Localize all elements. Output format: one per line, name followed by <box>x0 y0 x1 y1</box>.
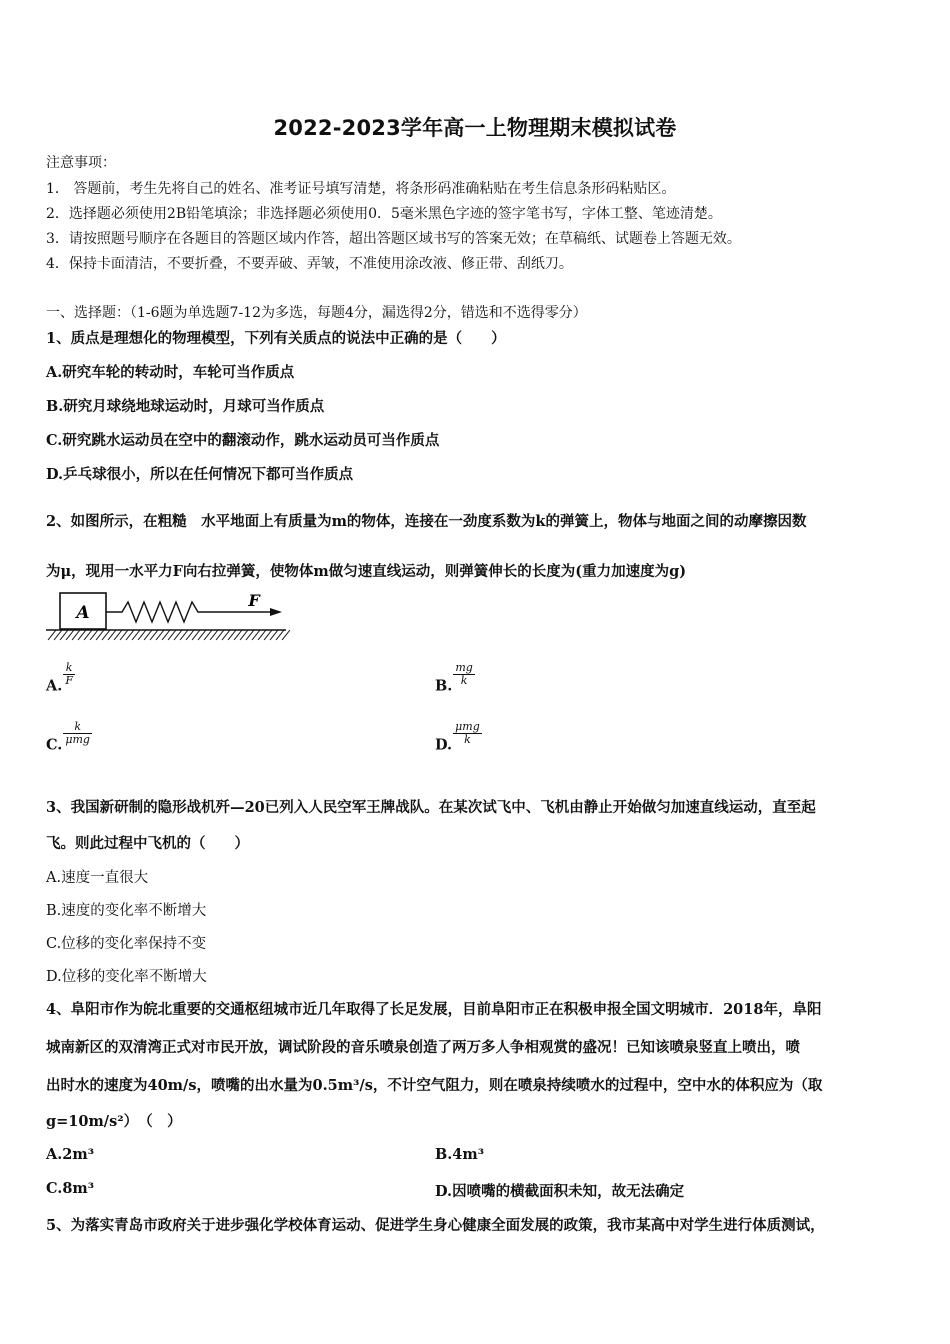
question-1-stem: 1、质点是理想化的物理模型，下列有关质点的说法中正确的是（ ） <box>46 330 506 347</box>
question-2-option-b <box>435 661 475 699</box>
question-4-stem-line: 城南新区的双清湾正式对市民开放，调试阶段的音乐喷泉创造了两万多人争相观赏的盛况！已知该喷泉竖直上喷出，喷 <box>46 1039 800 1056</box>
block-label: A <box>76 603 90 623</box>
question-4-stem-line: g=10m/s²） （ ） <box>46 1113 182 1130</box>
question-1-option: C.研究跳水运动员在空中的翻滚动作，跳水运动员可当作质点 <box>46 432 440 449</box>
question-2-option-a <box>46 661 75 699</box>
numerator: k <box>63 721 92 734</box>
question-2-option-d <box>435 720 482 758</box>
question-1-option: D.乒乓球很小，所以在任何情况下都可当作质点 <box>46 466 354 483</box>
ground-hatching <box>48 630 290 640</box>
section-heading: 一、选择题：（1-6题为单选题7-12为多选，每题4分，漏选得2分，错选和不选得零分） <box>46 305 587 321</box>
numerator: mg <box>455 661 473 674</box>
fraction <box>453 721 482 746</box>
option-label: C. <box>46 736 63 754</box>
question-1-option: A.研究车轮的转动时，车轮可当作质点 <box>46 364 295 381</box>
question-3-stem-line: 3、我国新研制的隐形战机歼—20已列入人民空军王牌战队。在某次试飞中、飞机由静止开始做匀加速直线运动，直至起 <box>46 799 816 816</box>
question-3-stem-line: 飞。则此过程中飞机的（ ） <box>46 835 249 852</box>
question-2-stem-line: 为μ，现用一水平力F向右拉弹簧，使物体m做匀速直线运动，则弹簧伸长的长度为(重力加速度为g) <box>46 563 687 580</box>
denominator: μmg <box>65 733 90 746</box>
question-4-option-d: D.因喷嘴的横截面积未知，故无法确定 <box>435 1183 685 1200</box>
question-4-option-c: C.8m³ <box>46 1180 95 1197</box>
question-4-option-b: B.4m³ <box>435 1146 485 1163</box>
question-1-option: B.研究月球绕地球运动时，月球可当作质点 <box>46 398 325 415</box>
question-3-option: D.位移的变化率不断增大 <box>46 969 207 985</box>
notice-item: 2．选择题必须使用2B铅笔填涂；非选择题必须使用0．5毫米黑色字迹的签字笔书写，字体工整、笔迹清楚。 <box>46 206 722 222</box>
fraction <box>63 662 75 687</box>
fraction <box>63 721 92 746</box>
page-title: 2022-2023学年高一上物理期末模拟试卷 <box>273 116 677 140</box>
option-label: A. <box>46 677 63 695</box>
denominator: k <box>460 674 468 687</box>
question-3-option: C.位移的变化率保持不变 <box>46 936 207 952</box>
question-4-stem-line: 出时水的速度为40m/s，喷嘴的出水量为0.5m³/s，不计空气阻力，则在喷泉持续喷水的过程中，空中水的体积应为（取 <box>46 1077 823 1094</box>
denominator: F <box>65 674 73 687</box>
question-4-stem-line: 4、阜阳市作为皖北重要的交通枢纽城市近几年取得了长足发展，目前阜阳市正在积极申报全国文明城市．2018年，阜阳 <box>46 1001 822 1018</box>
option-label: B. <box>435 677 453 695</box>
question-4-option-a: A.2m³ <box>46 1146 95 1163</box>
question-5-stem-line: 5、为落实青岛市政府关于进步强化学校体育运动、促进学生身心健康全面发展的政策，我市某高中对学生进行体质测试， <box>46 1217 825 1234</box>
fraction <box>453 662 474 687</box>
spring <box>106 602 214 622</box>
question-3-option: A.速度一直很大 <box>46 870 149 886</box>
notice-item: 3．请按照题号顺序在各题目的答题区域内作答，超出答题区域书写的答案无效；在草稿纸、试题卷上答题无效。 <box>46 231 741 247</box>
force-arrow-head <box>270 608 282 616</box>
notice-item: 1． 答题前，考生先将自己的姓名、准考证号填写清楚，将条形码准确粘贴在考生信息条形码粘贴区。 <box>46 181 676 197</box>
question-2-stem-line: 2、如图所示，在粗糙 水平地面上有质量为m的物体，连接在一劲度系数为k的弹簧上，物体与地面之间的动摩擦因数 <box>46 513 807 530</box>
question-3-option: B.速度的变化率不断增大 <box>46 903 207 919</box>
notice-heading: 注意事项： <box>46 155 116 171</box>
numerator: k <box>63 662 75 675</box>
spring-block-figure <box>46 590 291 646</box>
notice-item: 4．保持卡面清洁，不要折叠，不要弄破、弄皱，不准使用涂改液、修正带、刮纸刀。 <box>46 256 573 272</box>
question-2-option-c <box>46 720 92 758</box>
numerator: μmg <box>455 720 480 733</box>
force-label: F <box>248 591 260 610</box>
denominator: k <box>464 733 471 746</box>
option-label: D. <box>435 736 453 754</box>
